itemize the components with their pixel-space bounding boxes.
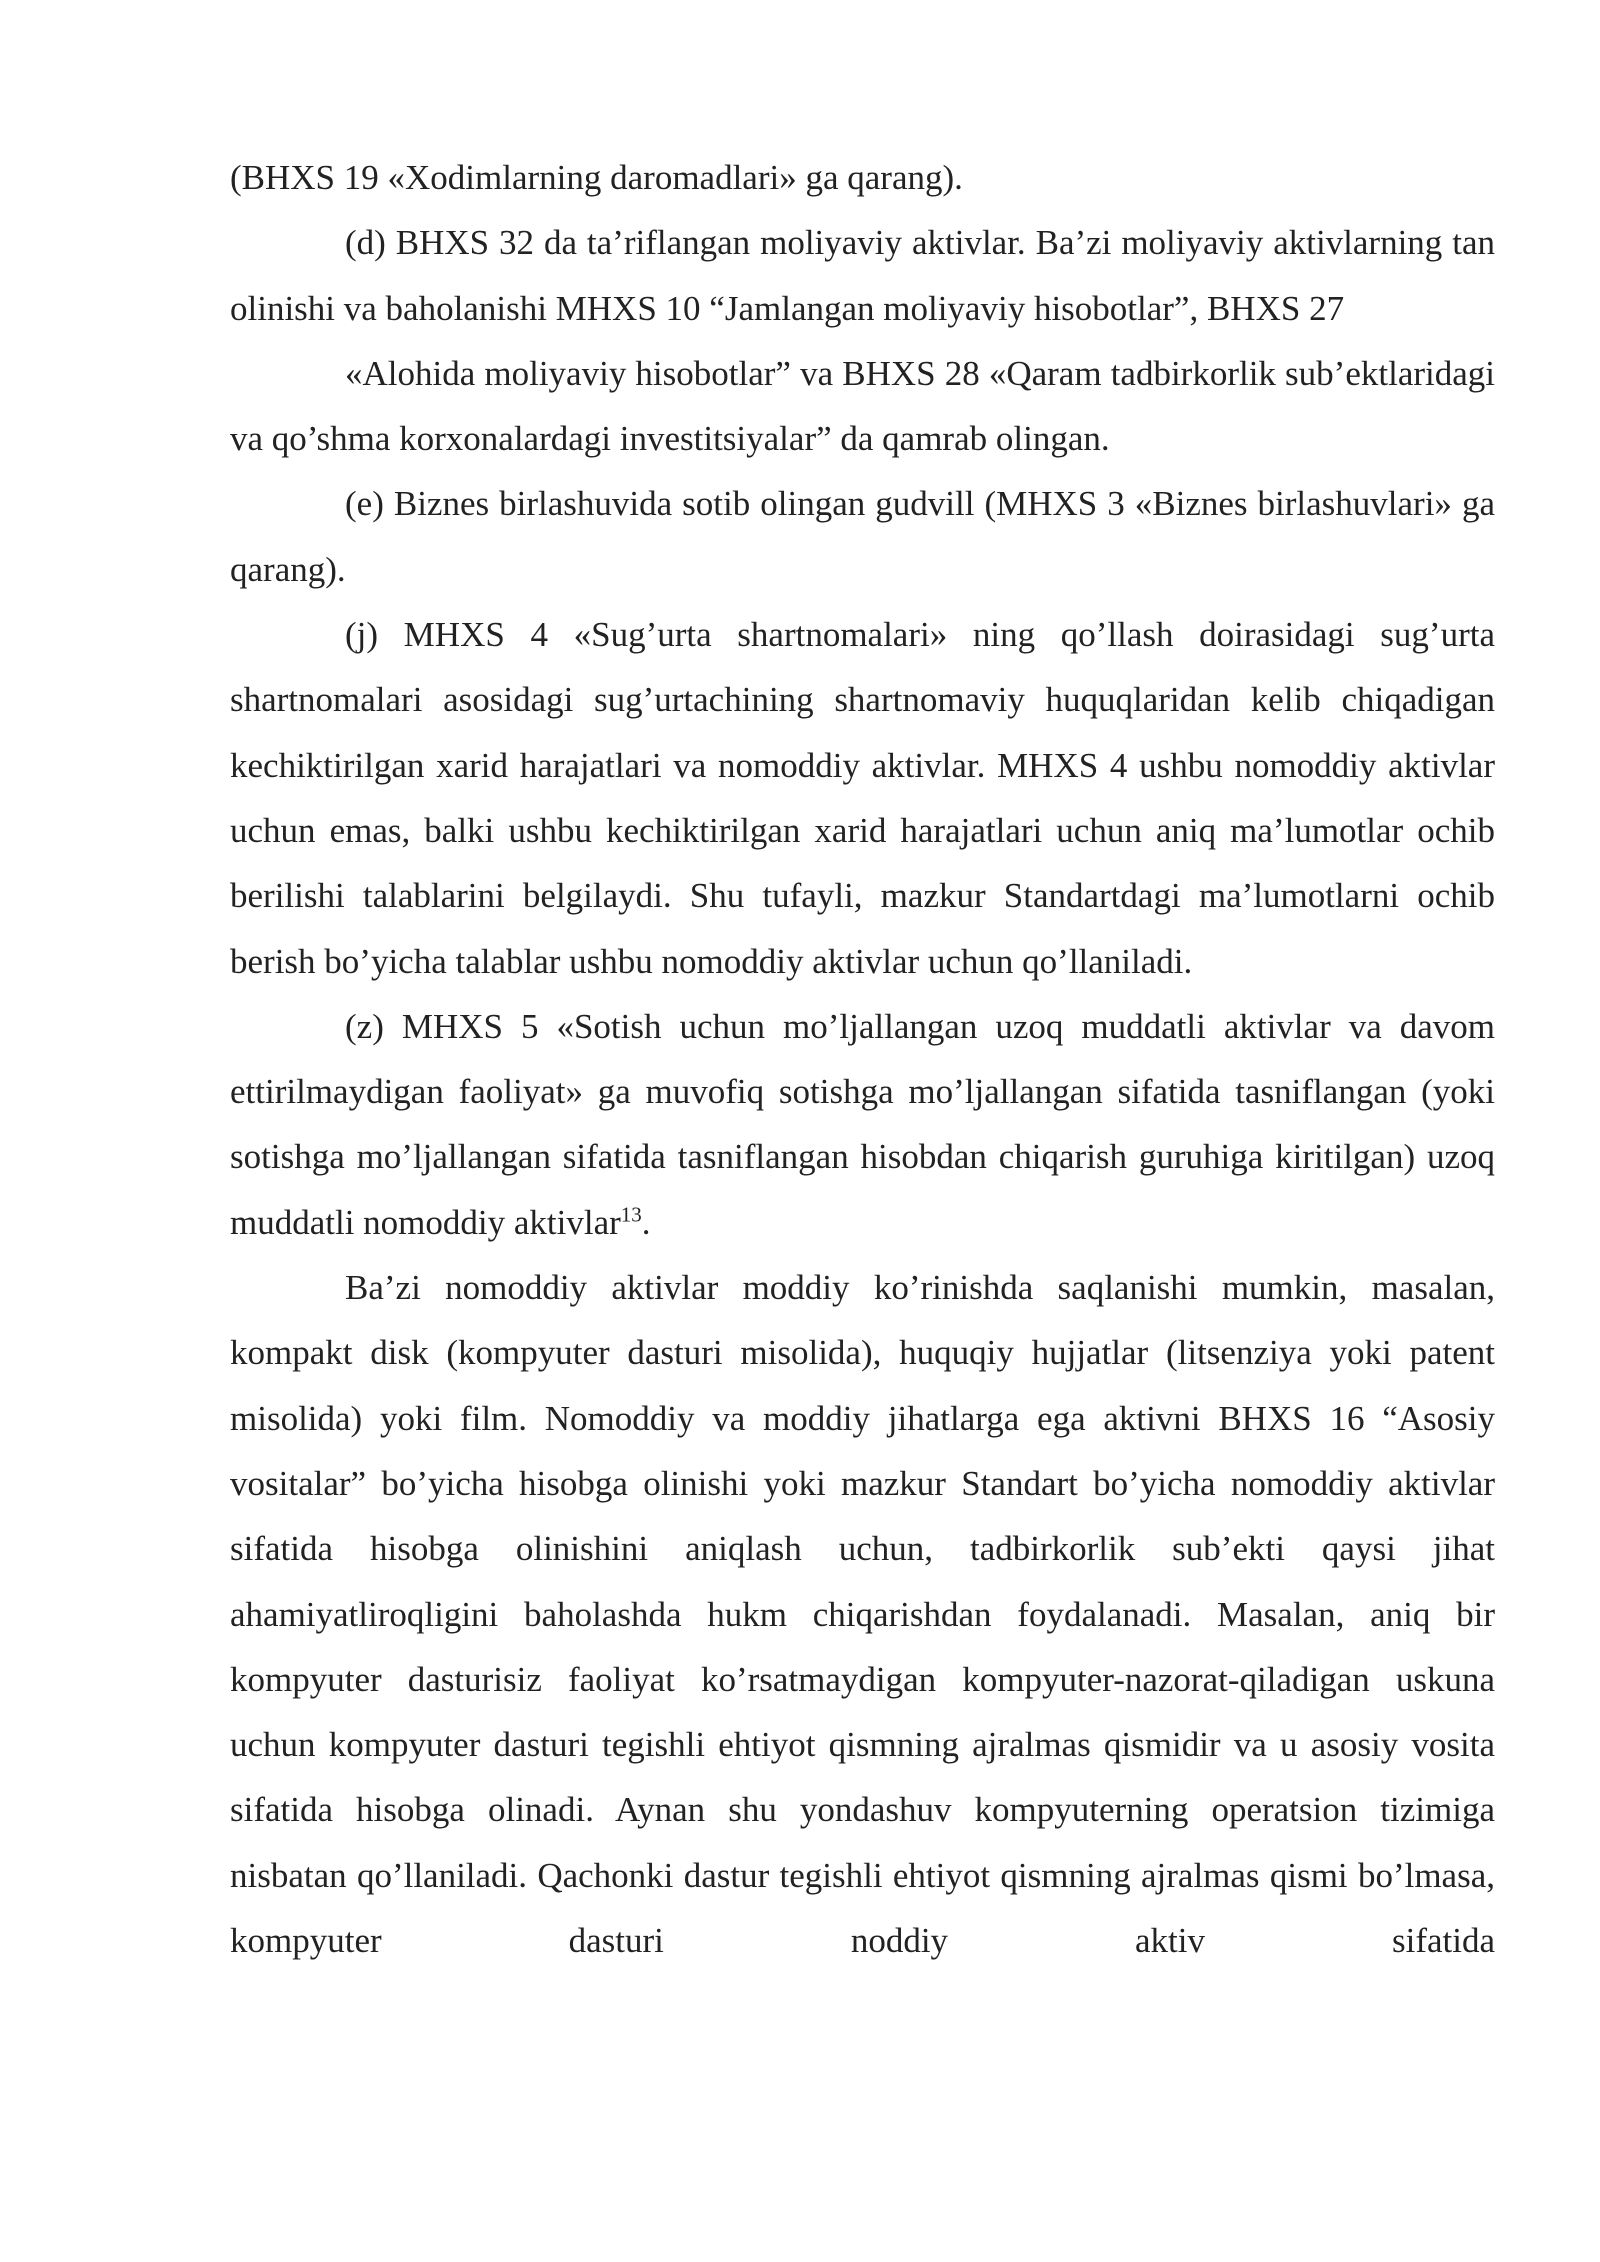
paragraph-item-j: (j) MHXS 4 «Sug’urta shartnomalari» ning qo’llash doirasidagi sug’urta shartnomalari asosidagi sug’urtachining shartnomaviy huquqlaridan kelib chiqadigan kechiktirilgan xarid harajatlari va nomoddiy aktivlar. MHXS 4 ushbu nomoddiy aktivlar uchun emas, balki ushbu kechiktirilgan xarid harajatlari uchun aniq ma’lumotlar ochib berilishi talablarini belgilaydi. Shu tufayli, mazkur Standartdagi ma’lumotlarni ochib berish bo’yicha talablar ushbu nomoddiy aktivlar uchun qo’llaniladi. [230, 615, 1495, 981]
footnote-reference: 13 [620, 1202, 642, 1227]
paragraph-item-z-text: (z) MHXS 5 «Sotish uchun mo’ljallangan uzoq muddatli aktivlar va davom ettirilmaydigan faoliyat» ga muvofiq sotishga mo’ljallangan sifatida tasniflangan (yoki sotishga mo’ljallangan sifatida tasniflangan hisobdan chiqarish guruhiga kiritilgan) uzoq muddatli nomoddiy aktivlar [230, 1006, 1495, 1242]
paragraph-tangible-aspects: Ba’zi nomoddiy aktivlar moddiy ko’rinishda saqlanishi mumkin, masalan, kompakt disk (kompyuter dasturi misolida), huquqiy hujjatlar (litsenziya yoki patent misolida) yoki film. Nomoddiy va moddiy jihatlarga ega aktivni BHXS 16 “Asosiy vositalar” bo’yicha hisobga olinishi yoki mazkur Standart bo’yicha nomoddiy aktivlar sifatida hisobga olinishini aniqlash uchun, tadbirkorlik sub’ekti qaysi jihat ahamiyatliroqligini baholashda hukm chiqarishdan foydalanadi. Masalan, aniq bir kompyuter dasturisiz faoliyat ko’rsatmaydigan kompyuter-nazorat-qiladigan uskuna uchun kompyuter dasturi tegishli ehtiyot qismning ajralmas qismidir va u asosiy vosita sifatida hisobga olinadi. Aynan shu yondashuv kompyuterning operatsion tizimiga nisbatan qo’llaniladi. Qachonki dastur tegishli ehtiyot qismning ajralmas qismi bo’lmasa, kompyuter dasturi noddiy aktiv sifatida [230, 1268, 1495, 1961]
paragraph-item-z-tail: . [641, 1202, 651, 1242]
paragraph-item-d: (d) BHXS 32 da ta’riflangan moliyaviy aktivlar. Ba’zi moliyaviy aktivlarning tan olinishi va baholanishi MHXS 10 “Jamlangan moliyaviy hisobotlar”, BHXS 27 [230, 223, 1495, 328]
paragraph-item-e: (e) Biznes birlashuvida sotib olingan gudvill (MHXS 3 «Biznes birlashuvlari» ga qarang). [230, 484, 1495, 589]
paragraph-item-z [230, 994, 1495, 1255]
paragraph-continuation: (BHXS 19 «Xodimlarning daromadlari» ga qarang). [230, 158, 963, 197]
document-body [230, 145, 1495, 1973]
paragraph-item-d-continued: «Alohida moliyaviy hisobotlar” va BHXS 28 «Qaram tadbirkorlik sub’ektlaridagi va qo’shma korxonalardagi investitsiyalar” da qamrab olingan. [230, 353, 1495, 459]
